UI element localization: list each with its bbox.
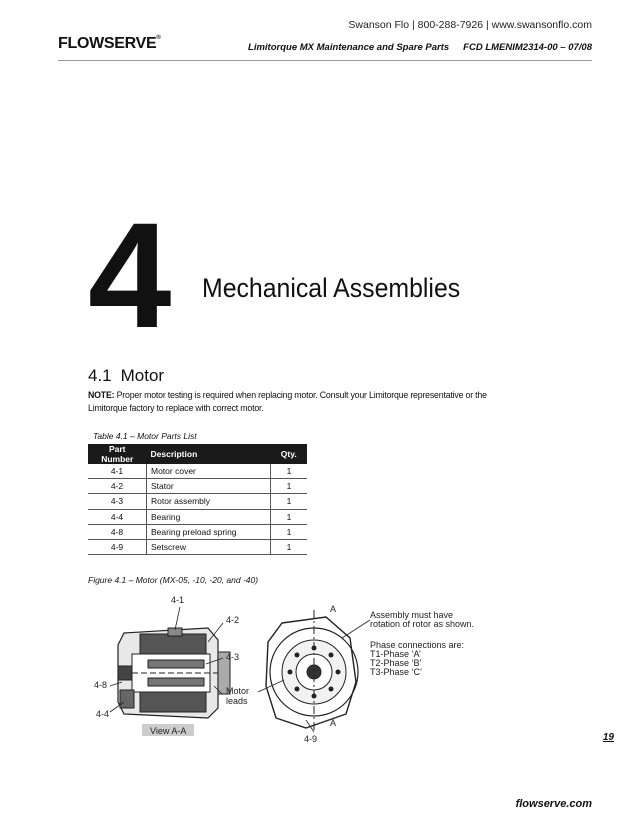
- label-view-a-a: View A-A: [150, 726, 187, 736]
- phase-title: Phase connections are:: [370, 640, 465, 650]
- label-4-2: 4-2: [226, 615, 240, 625]
- cell-qty: 1: [271, 479, 308, 494]
- note-line-2: rotation of rotor as shown.: [370, 619, 475, 629]
- footer-url: flowserve.com: [515, 798, 592, 810]
- table-row: [88, 494, 307, 509]
- label-section-a-top: A: [330, 604, 337, 614]
- table-row: [88, 539, 307, 554]
- cell-part-number: 4-2: [88, 479, 147, 494]
- chapter-number: 4: [88, 191, 166, 359]
- motor-figure: [80, 590, 560, 760]
- phase-2: T2-Phase ‘B’: [370, 658, 422, 668]
- label-section-a-bottom: A: [330, 718, 337, 728]
- cell-part-number: 4-8: [88, 524, 147, 539]
- label-4-9: 4-9: [304, 734, 318, 744]
- motor-front-view: [266, 610, 358, 730]
- cell-description: Setscrew: [147, 539, 271, 554]
- cell-part-number: 4-3: [88, 494, 147, 509]
- col-part-number: Part Number: [88, 444, 147, 464]
- note-line-1: Assembly must have: [370, 610, 454, 620]
- cell-part-number: 4-1: [88, 464, 147, 479]
- chapter-title: Mechanical Assemblies: [202, 273, 461, 303]
- table-row: [88, 464, 307, 479]
- label-4-3: 4-3: [226, 652, 240, 662]
- section-number: 4.1: [88, 366, 112, 385]
- table-header-row: [88, 444, 307, 464]
- phase-3: T3-Phase ‘C’: [370, 667, 423, 677]
- doc-title: Limitorque MX Maintenance and Spare Parts: [248, 42, 450, 53]
- col-description: Description: [147, 444, 271, 464]
- col-qty: Qty.: [271, 444, 308, 464]
- doc-code: FCD LMENIM2314-00 – 07/08: [463, 42, 592, 53]
- motor-side-view: [118, 628, 230, 718]
- cell-description: Motor cover: [147, 464, 271, 479]
- cell-description: Bearing preload spring: [147, 524, 271, 539]
- cell-part-number: 4-9: [88, 539, 147, 554]
- header-doc-title: [248, 42, 592, 53]
- cell-description: Bearing: [147, 509, 271, 524]
- label-4-1: 4-1: [171, 595, 185, 605]
- table-row: [88, 479, 307, 494]
- header-rule: [58, 60, 592, 61]
- section-title: Motor: [120, 366, 165, 385]
- logo-text: FLOWSERVE: [58, 35, 157, 52]
- page-number: 19: [602, 732, 614, 743]
- cell-description: Stator: [147, 479, 271, 494]
- section-heading: [88, 366, 164, 386]
- label-4-4: 4-4: [96, 709, 110, 719]
- flowserve-logo: FLOWSERVE®: [58, 35, 161, 52]
- cell-qty: 1: [271, 524, 308, 539]
- cell-qty: 1: [271, 494, 308, 509]
- cell-qty: 1: [271, 464, 308, 479]
- figure-caption: Figure 4.1 – Motor (MX-05, -10, -20, and -40): [88, 575, 259, 585]
- cell-qty: 1: [271, 509, 308, 524]
- section-note: [88, 389, 498, 415]
- label-motor: Motor: [226, 686, 250, 696]
- cell-description: Rotor assembly: [147, 494, 271, 509]
- table-row: [88, 524, 307, 539]
- label-4-8: 4-8: [94, 680, 108, 690]
- parts-table: [88, 444, 307, 555]
- table-caption: Table 4.1 – Motor Parts List: [93, 431, 197, 441]
- label-leads: leads: [226, 696, 248, 706]
- header-contact: Swanson Flo | 800-288-7926 | www.swansonflo.com: [348, 19, 592, 31]
- phase-1: T1-Phase ‘A’: [370, 649, 421, 659]
- cell-qty: 1: [271, 539, 308, 554]
- note-label: NOTE:: [88, 390, 115, 400]
- note-text: Proper motor testing is required when replacing motor. Consult your Limitorque representative or the Limitorque factory to replace with correct motor.: [88, 390, 487, 413]
- cell-part-number: 4-4: [88, 509, 147, 524]
- table-row: [88, 509, 307, 524]
